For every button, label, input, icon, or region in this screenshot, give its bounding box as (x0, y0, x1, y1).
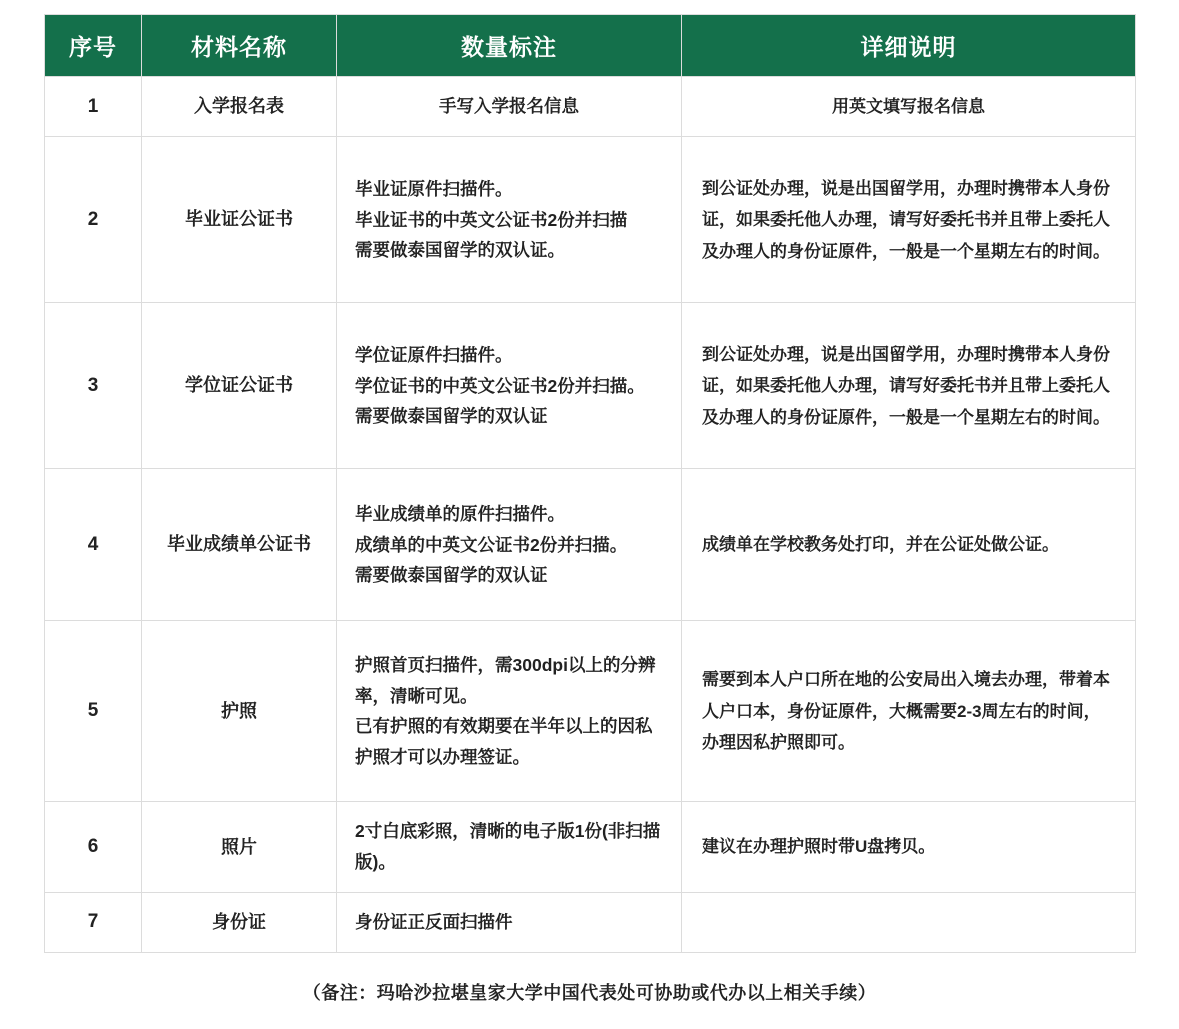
quantity-line: 需要做泰国留学的双认证。 (355, 240, 565, 261)
detail-paragraph: 需要到本人户口所在地的公安局出入境去办理，带着本人户口本，身份证原件，大概需要2-3周左右的时间，办理因私护照即可。 (702, 670, 1110, 753)
table-row (45, 137, 1136, 303)
row-quantity (337, 621, 682, 802)
quantity-line: 需要做泰国留学的双认证 (355, 406, 548, 427)
quantity-line: 毕业证书的中英文公证书2份并扫描 (355, 209, 628, 230)
quantity-line: 手写入学报名信息 (439, 96, 579, 117)
table-header-row (45, 15, 1136, 77)
footnote: （备注：玛哈沙拉堪皇家大学中国代表处可协助或代办以上相关手续） (302, 982, 877, 1003)
row-index: 5 (45, 621, 142, 802)
detail-paragraph: 成绩单在学校教务处打印，并在公证处做公证。 (702, 535, 1059, 555)
column-header-name: 材料名称 (142, 15, 337, 77)
quantity-line: 学位证书的中英文公证书2份并扫描。 (355, 375, 645, 396)
table-row (45, 469, 1136, 621)
row-quantity (337, 303, 682, 469)
table-body (45, 77, 1136, 953)
detail-paragraph: 建议在办理护照时带U盘拷贝。 (702, 837, 936, 857)
row-material-name: 毕业证公证书 (142, 137, 337, 303)
row-detail (682, 469, 1136, 621)
quantity-line: 已有护照的有效期要在半年以上的因私护照才可以办理签证。 (355, 716, 653, 768)
detail-paragraph: 到公证处办理，说是出国留学用，办理时携带本人身份证，如果委托他人办理，请写好委托书并且带上委托人及办理人的身份证原件，一般是一个星期左右的时间。 (702, 178, 1110, 261)
detail-paragraph: 用英文填写报名信息 (832, 97, 985, 116)
quantity-line: 成绩单的中英文公证书2份并扫描。 (355, 534, 628, 555)
materials-table (44, 14, 1136, 953)
row-material-name: 入学报名表 (142, 77, 337, 137)
row-quantity (337, 892, 682, 952)
quantity-line: 身份证正反面扫描件 (355, 911, 513, 932)
row-index: 4 (45, 469, 142, 621)
row-material-name: 学位证公证书 (142, 303, 337, 469)
row-index: 6 (45, 802, 142, 892)
column-header-quantity: 数量标注 (337, 15, 682, 77)
row-index: 2 (45, 137, 142, 303)
row-index: 1 (45, 77, 142, 137)
detail-paragraph: 到公证处办理，说是出国留学用，办理时携带本人身份证，如果委托他人办理，请写好委托书并且带上委托人及办理人的身份证原件，一般是一个星期左右的时间。 (702, 344, 1110, 427)
row-material-name: 照片 (142, 802, 337, 892)
row-quantity (337, 802, 682, 892)
row-detail (682, 77, 1136, 137)
row-detail (682, 621, 1136, 802)
row-index: 7 (45, 892, 142, 952)
table-row (45, 892, 1136, 952)
row-detail (682, 137, 1136, 303)
quantity-line: 2寸白底彩照，清晰的电子版1份(非扫描版)。 (355, 821, 661, 873)
table-row (45, 303, 1136, 469)
quantity-line: 毕业证原件扫描件。 (355, 179, 513, 199)
quantity-line: 学位证原件扫描件。 (355, 345, 513, 365)
row-detail (682, 892, 1136, 952)
row-material-name: 身份证 (142, 892, 337, 952)
table-row (45, 77, 1136, 137)
row-detail (682, 802, 1136, 892)
column-header-detail: 详细说明 (682, 15, 1136, 77)
quantity-line: 需要做泰国留学的双认证 (355, 565, 548, 586)
quantity-line: 护照首页扫描件，需300dpi以上的分辨率，清晰可见。 (355, 655, 656, 706)
table-header (45, 15, 1136, 77)
row-index: 3 (45, 303, 142, 469)
column-header-index: 序号 (45, 15, 142, 77)
row-quantity (337, 469, 682, 621)
table-row (45, 802, 1136, 892)
row-quantity (337, 137, 682, 303)
table-row (45, 621, 1136, 802)
quantity-line: 毕业成绩单的原件扫描件。 (355, 504, 565, 524)
row-material-name: 毕业成绩单公证书 (142, 469, 337, 621)
row-material-name: 护照 (142, 621, 337, 802)
row-quantity (337, 77, 682, 137)
row-detail (682, 303, 1136, 469)
